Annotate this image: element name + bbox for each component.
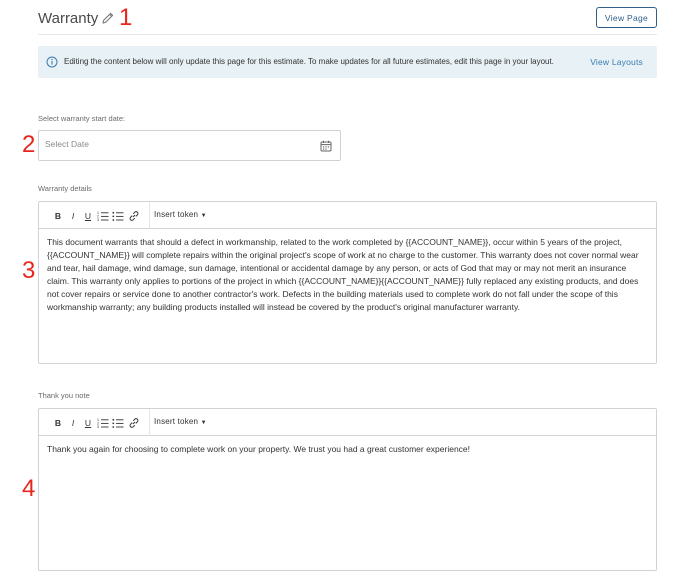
date-input[interactable] xyxy=(45,139,305,149)
insert-token-label: Insert token xyxy=(154,417,199,426)
svg-text:2: 2 xyxy=(97,421,99,426)
info-icon xyxy=(46,56,58,68)
thank-you-editor[interactable] xyxy=(38,408,657,571)
italic-button[interactable]: I xyxy=(71,418,75,428)
editor-toolbar xyxy=(39,409,656,436)
start-date-label: Select warranty start date: xyxy=(38,114,126,123)
banner-text: Editing the content below will only update this page for this estimate. To make updates for all future estimates, edit this page in your layout. xyxy=(64,57,554,66)
ordered-list-icon[interactable] xyxy=(97,417,109,429)
chevron-down-icon: ▼ xyxy=(200,420,207,426)
svg-text:1: 1 xyxy=(97,211,99,215)
svg-text:2: 2 xyxy=(97,214,99,219)
annotation-marker-3: 3 xyxy=(22,257,36,284)
chevron-down-icon: ▼ xyxy=(200,213,207,219)
link-icon[interactable] xyxy=(128,210,140,222)
warranty-details-label: Warranty details xyxy=(38,184,92,193)
bullet-list-icon[interactable] xyxy=(112,417,124,429)
annotation-marker-2: 2 xyxy=(22,131,36,158)
warranty-details-editor[interactable] xyxy=(38,201,657,364)
link-icon[interactable] xyxy=(128,417,140,429)
annotation-marker-4: 4 xyxy=(22,475,36,502)
thank-you-label: Thank you note xyxy=(38,391,90,400)
bold-button[interactable]: B xyxy=(54,418,62,428)
warranty-details-text[interactable]: This document warrants that should a defect in workmanship, related to the work completed by {{ACCOUNT_NAME}}, occur within 5 years of the project, {{ACCOUNT_NAME}} will complete repairs within the original project's scope of work at no charge to the customer. This warranty does not cover normal wear and tear, hail damage, wind damage, sun damage, intentional or accidental damage by any person, or acts of God that may or may not merit an insurance claim. This warranty only applies to portions of the project in which {{ACCOUNT_NAME}}{{ACCOUNT_NAME}} fully replaced any existing products, and does not cover repairs or service done to another contractor's work. Defects in the building materials used to complete work do not fall under the scope of this workmanship warranty; any building products installed will instead be covered by the product's original manufacturer warranty. xyxy=(47,237,639,312)
underline-button[interactable]: U xyxy=(84,418,92,428)
toolbar-divider xyxy=(149,409,150,436)
thank-you-text[interactable]: Thank you again for choosing to complete work on your property. We trust you had a great customer experience! xyxy=(47,444,471,454)
editor-toolbar xyxy=(39,202,656,229)
pencil-icon[interactable] xyxy=(101,11,115,25)
svg-text:1: 1 xyxy=(97,418,99,422)
view-layouts-link[interactable]: View Layouts xyxy=(590,57,643,67)
annotation-marker-1: 1 xyxy=(119,4,133,31)
info-banner xyxy=(38,46,657,78)
page-title: Warranty xyxy=(38,10,99,27)
calendar-icon[interactable] xyxy=(320,140,332,152)
underline-button[interactable]: U xyxy=(84,211,92,221)
start-date-field[interactable] xyxy=(38,130,341,161)
svg-text:3: 3 xyxy=(97,425,99,429)
insert-token-label: Insert token xyxy=(154,210,199,219)
view-page-button[interactable]: View Page xyxy=(596,7,657,28)
bullet-list-icon[interactable] xyxy=(112,210,124,222)
bold-button[interactable]: B xyxy=(54,211,62,221)
insert-token-dropdown[interactable] xyxy=(154,417,207,426)
ordered-list-icon[interactable] xyxy=(97,210,109,222)
toolbar-divider xyxy=(149,202,150,229)
insert-token-dropdown[interactable] xyxy=(154,210,207,219)
svg-text:3: 3 xyxy=(97,218,99,222)
italic-button[interactable]: I xyxy=(71,211,75,221)
